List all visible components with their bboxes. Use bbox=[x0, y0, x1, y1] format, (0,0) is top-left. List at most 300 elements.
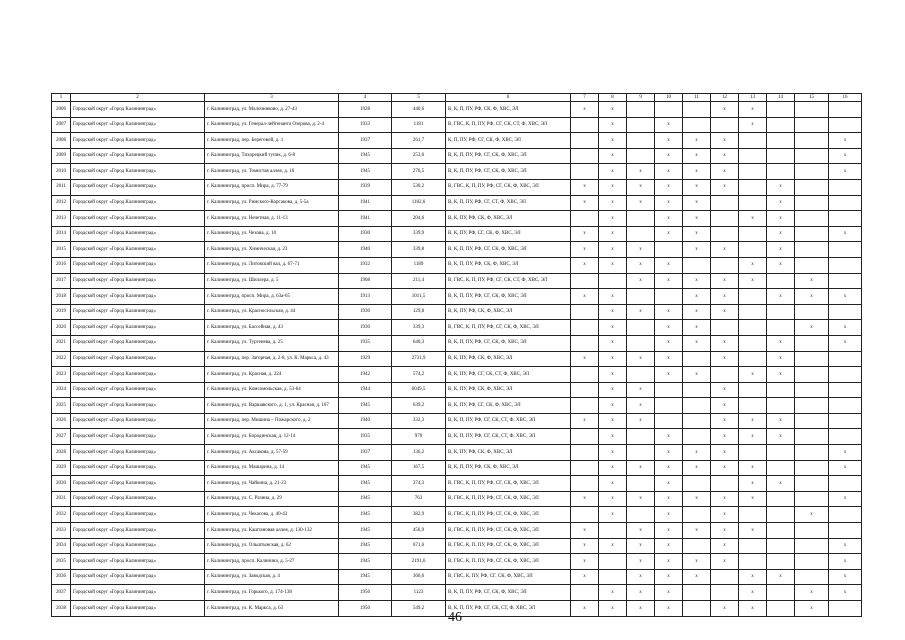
table-cell: В, К, П, ПУ, РФ, СГ, СК, Ф, ХВС, ЭЛ bbox=[446, 335, 571, 351]
table-cell: В, ГВС, К, П, ПУ, РФ, СГ, СК, Ф, ХВС, ЭЛ bbox=[446, 507, 571, 523]
table-cell: х bbox=[711, 601, 739, 617]
table-cell: Городской округ «Город Калининград» bbox=[71, 117, 205, 133]
table-cell: х bbox=[627, 585, 655, 601]
table-cell bbox=[655, 398, 683, 414]
table-cell: Городской округ «Город Калининград» bbox=[71, 554, 205, 570]
table-cell: Городской округ «Город Калининград» bbox=[71, 257, 205, 273]
table-cell: 639,2 bbox=[392, 398, 446, 414]
table-cell bbox=[767, 164, 795, 180]
table-cell: г. Калининград, ул. Чекасова, д. 40-43 bbox=[205, 507, 339, 523]
table-cell bbox=[655, 413, 683, 429]
table-cell bbox=[767, 460, 795, 476]
table-cell bbox=[767, 523, 795, 539]
table-cell bbox=[711, 257, 739, 273]
table-cell: х bbox=[711, 242, 739, 258]
table-cell: В, К, ПУ, РФ, СК, Ф, ХВС, ЭЛ bbox=[446, 445, 571, 461]
table-cell: х bbox=[655, 538, 683, 554]
table-cell: х bbox=[655, 320, 683, 336]
table-cell: х bbox=[655, 569, 683, 585]
table-cell: 204,6 bbox=[392, 211, 446, 227]
table-cell: 2009 bbox=[52, 148, 71, 164]
table-cell bbox=[655, 289, 683, 305]
table-cell: 530,2 bbox=[392, 179, 446, 195]
table-cell: 2013 bbox=[52, 211, 71, 227]
table-cell: г. Калининград, Тихорецкий тупик, д. 6-8 bbox=[205, 148, 339, 164]
table-cell: 2011 bbox=[52, 179, 71, 195]
table-cell bbox=[655, 242, 683, 258]
table-cell: г. Калининград, ул. Литовский вал, д. 67-71 bbox=[205, 257, 339, 273]
table-cell: Городской округ «Город Калининград» bbox=[71, 601, 205, 617]
table-cell bbox=[739, 133, 767, 149]
header-cell: 4 bbox=[339, 94, 392, 102]
table-cell: х bbox=[655, 491, 683, 507]
table-cell bbox=[739, 335, 767, 351]
table-cell: г. Калининград, ул. К. Маркса, д. 63 bbox=[205, 601, 339, 617]
table-cell: х bbox=[571, 226, 599, 242]
table-cell: г. Калининград, ул. Горького, д. 174-138 bbox=[205, 585, 339, 601]
table-cell: 2025 bbox=[52, 398, 71, 414]
table-cell: х bbox=[829, 445, 862, 461]
table-cell: х bbox=[599, 226, 627, 242]
table-row bbox=[52, 382, 862, 398]
table-cell bbox=[711, 226, 739, 242]
table-cell: х bbox=[627, 569, 655, 585]
table-cell bbox=[627, 507, 655, 523]
table-cell: 671,6 bbox=[392, 538, 446, 554]
table-cell: х bbox=[655, 164, 683, 180]
table-cell: х bbox=[767, 257, 795, 273]
table-cell: х bbox=[711, 335, 739, 351]
table-cell: 1956 bbox=[339, 585, 392, 601]
table-cell: х bbox=[711, 273, 739, 289]
table-cell: 1937 bbox=[339, 445, 392, 461]
table-cell: 129,8 bbox=[392, 304, 446, 320]
table-cell: х bbox=[655, 507, 683, 523]
table-cell bbox=[711, 367, 739, 383]
table-cell: г. Калининград, ул. Ольштынская, д. 62 bbox=[205, 538, 339, 554]
table-cell bbox=[795, 226, 829, 242]
table-cell: х bbox=[711, 491, 739, 507]
table-cell: 382,9 bbox=[392, 507, 446, 523]
table-cell bbox=[739, 382, 767, 398]
table-cell bbox=[829, 102, 862, 118]
table-cell: х bbox=[599, 257, 627, 273]
table-cell: х bbox=[571, 351, 599, 367]
table-cell: 2024 bbox=[52, 382, 71, 398]
header-cell: 12 bbox=[711, 94, 739, 102]
table-cell: х bbox=[599, 538, 627, 554]
header-cell: 3 bbox=[205, 94, 339, 102]
table-cell: г. Калининград, ул. Малочниково, д. 27-43 bbox=[205, 102, 339, 118]
table-cell: 1941 bbox=[339, 211, 392, 227]
table-cell: х bbox=[571, 601, 599, 617]
table-cell: Городской округ «Город Калининград» bbox=[71, 460, 205, 476]
table-cell: 2027 bbox=[52, 429, 71, 445]
table-cell bbox=[683, 257, 711, 273]
table-cell bbox=[683, 476, 711, 492]
table-cell bbox=[795, 476, 829, 492]
table-row bbox=[52, 257, 862, 273]
table-cell: х bbox=[829, 538, 862, 554]
table-cell: х bbox=[711, 398, 739, 414]
table-cell bbox=[571, 445, 599, 461]
table-cell: х bbox=[571, 554, 599, 570]
table-cell bbox=[829, 601, 862, 617]
table-cell: г. Калининград, ул. Генерал-лейтенанта Озерова, д. 2-4 bbox=[205, 117, 339, 133]
table-cell: г. Калининград, ул. Аксакова, д. 57-59 bbox=[205, 445, 339, 461]
table-cell: 2008 bbox=[52, 133, 71, 149]
table-row bbox=[52, 585, 862, 601]
table-cell bbox=[767, 585, 795, 601]
table-cell: 1913 bbox=[339, 289, 392, 305]
table-cell bbox=[683, 382, 711, 398]
table-cell: х bbox=[767, 289, 795, 305]
table-cell: х bbox=[571, 257, 599, 273]
table-cell bbox=[795, 538, 829, 554]
table-cell: 2006 bbox=[52, 102, 71, 118]
table-cell: В, ГВС, К, П, ПУ, РФ, СГ, СК, Ф, ХВС, ЭЛ bbox=[446, 538, 571, 554]
table-cell bbox=[829, 257, 862, 273]
table-cell: Городской округ «Город Калининград» bbox=[71, 413, 205, 429]
table-cell: Городской округ «Город Калининград» bbox=[71, 507, 205, 523]
table-cell bbox=[571, 585, 599, 601]
table-cell bbox=[599, 523, 627, 539]
table-row bbox=[52, 429, 862, 445]
table-cell bbox=[711, 211, 739, 227]
table-cell bbox=[571, 367, 599, 383]
table-cell: 2018 bbox=[52, 289, 71, 305]
table-cell: х bbox=[683, 133, 711, 149]
table-row bbox=[52, 179, 862, 195]
table-cell: х bbox=[599, 320, 627, 336]
table-cell: х bbox=[683, 554, 711, 570]
table-cell: х bbox=[655, 179, 683, 195]
table-cell bbox=[627, 133, 655, 149]
table-cell bbox=[627, 102, 655, 118]
table-cell: 360,6 bbox=[392, 569, 446, 585]
table-cell bbox=[829, 304, 862, 320]
table-cell bbox=[627, 226, 655, 242]
table-cell: х bbox=[739, 429, 767, 445]
table-row bbox=[52, 289, 862, 305]
table-cell: Городской округ «Город Калининград» bbox=[71, 538, 205, 554]
table-cell bbox=[683, 429, 711, 445]
table-cell: 2023 bbox=[52, 367, 71, 383]
table-cell bbox=[739, 242, 767, 258]
table-cell bbox=[571, 476, 599, 492]
table-cell: г. Калининград, ул. Комсомольская, д. 53-64 bbox=[205, 382, 339, 398]
table-cell bbox=[655, 102, 683, 118]
table-cell: В, К, ПУ, РФ, СГ, СК, СТ, Ф, ХВС, ЭЛ bbox=[446, 367, 571, 383]
table-cell: 2017 bbox=[52, 273, 71, 289]
table-cell bbox=[571, 164, 599, 180]
table-cell: Городской округ «Город Калининград» bbox=[71, 367, 205, 383]
table-cell: 1945 bbox=[339, 507, 392, 523]
table-cell bbox=[627, 148, 655, 164]
table-cell bbox=[627, 335, 655, 351]
table-cell bbox=[829, 523, 862, 539]
table-row bbox=[52, 195, 862, 211]
table-cell bbox=[829, 507, 862, 523]
table-cell: В, ГВС, К, П, ПУ, РФ, СГ, СК, Ф, ХВС, ЭЛ bbox=[446, 476, 571, 492]
table-cell bbox=[795, 179, 829, 195]
table-cell bbox=[627, 117, 655, 133]
table-cell bbox=[571, 211, 599, 227]
table-cell: Городской округ «Город Калининград» bbox=[71, 273, 205, 289]
table-cell bbox=[627, 289, 655, 305]
table-cell: х bbox=[627, 601, 655, 617]
table-cell: х bbox=[739, 273, 767, 289]
table-cell bbox=[683, 585, 711, 601]
table-cell: г. Калининград, ул. Машарина, д. 14 bbox=[205, 460, 339, 476]
table-cell: 1944 bbox=[339, 382, 392, 398]
table-cell: г. Калининград, пер. Загорная, д. 2-8, ул. К. Маркса, д. 43 bbox=[205, 351, 339, 367]
table-cell bbox=[829, 211, 862, 227]
table-cell: х bbox=[627, 491, 655, 507]
table-cell: х bbox=[599, 601, 627, 617]
table-cell: г. Калининград, ул. С. Разина, д. 29 bbox=[205, 491, 339, 507]
table-cell: х bbox=[711, 413, 739, 429]
table-cell: х bbox=[627, 179, 655, 195]
table-cell: х bbox=[655, 148, 683, 164]
table-cell bbox=[795, 367, 829, 383]
table-cell: х bbox=[599, 445, 627, 461]
table-cell: В, ГВС, К, П, ПУ, РФ, СГ, СК, Ф, ХВС, ЭЛ bbox=[446, 523, 571, 539]
table-cell: 2016 bbox=[52, 257, 71, 273]
table-cell: 1945 bbox=[339, 538, 392, 554]
table-cell: 640,3 bbox=[392, 335, 446, 351]
table-cell: х bbox=[627, 523, 655, 539]
table-cell: х bbox=[739, 460, 767, 476]
table-cell: 1945 bbox=[339, 523, 392, 539]
table-cell: х bbox=[739, 211, 767, 227]
table-cell: х bbox=[711, 102, 739, 118]
table-cell: х bbox=[739, 585, 767, 601]
table-cell: г. Калининград, ул. Бородинская, д. 12-14 bbox=[205, 429, 339, 445]
table-cell: х bbox=[739, 367, 767, 383]
table-cell: 1940 bbox=[339, 413, 392, 429]
table-cell: х bbox=[683, 367, 711, 383]
table-cell: х bbox=[683, 211, 711, 227]
table-cell: В, К, П, ПУ, РФ, СК, Ф, ХВС, ЭЛ bbox=[446, 460, 571, 476]
table-cell: х bbox=[599, 460, 627, 476]
table-cell bbox=[795, 569, 829, 585]
table-cell: 1930 bbox=[339, 320, 392, 336]
table-cell: х bbox=[599, 429, 627, 445]
table-cell bbox=[739, 289, 767, 305]
table-cell bbox=[795, 351, 829, 367]
table-cell: х bbox=[599, 398, 627, 414]
table-cell: х bbox=[599, 382, 627, 398]
table-cell: х bbox=[829, 585, 862, 601]
table-cell: х bbox=[767, 413, 795, 429]
table-cell bbox=[711, 320, 739, 336]
table-cell: 2028 bbox=[52, 445, 71, 461]
table-cell: 6049,5 bbox=[392, 382, 446, 398]
table-cell: х bbox=[683, 445, 711, 461]
table-cell bbox=[795, 335, 829, 351]
table-cell bbox=[571, 133, 599, 149]
table-cell: х bbox=[571, 289, 599, 305]
table-cell: В, К, П, ПУ, РФ, СГ, СК, Ф, ХВС, ЭЛ bbox=[446, 585, 571, 601]
table-cell bbox=[599, 569, 627, 585]
table-cell bbox=[627, 445, 655, 461]
table-cell bbox=[599, 273, 627, 289]
table-row bbox=[52, 335, 862, 351]
table-cell: В, К, П, ПУ, РФ, СГ, СК, СТ, Ф, ХВС, ЭЛ bbox=[446, 413, 571, 429]
table-cell: г. Калининград, ул. Красносельская, д. 44 bbox=[205, 304, 339, 320]
table-cell: х bbox=[655, 304, 683, 320]
table-cell: х bbox=[655, 445, 683, 461]
page-number: 46 bbox=[448, 610, 462, 625]
table-row bbox=[52, 413, 862, 429]
table-row bbox=[52, 569, 862, 585]
table-cell bbox=[767, 320, 795, 336]
table-cell: 2026 bbox=[52, 413, 71, 429]
table-cell: х bbox=[627, 164, 655, 180]
table-cell: 2731,9 bbox=[392, 351, 446, 367]
header-cell: 1 bbox=[52, 94, 71, 102]
table-cell: 1945 bbox=[339, 164, 392, 180]
table-cell bbox=[829, 476, 862, 492]
table-cell bbox=[767, 601, 795, 617]
table-cell: х bbox=[711, 507, 739, 523]
table-cell: х bbox=[829, 554, 862, 570]
table-cell: 1937 bbox=[339, 133, 392, 149]
table-cell: г. Калининград, просп. Калинина, д. 5-27 bbox=[205, 554, 339, 570]
table-cell: Городской округ «Город Калининград» bbox=[71, 133, 205, 149]
table-cell: Городской округ «Город Калининград» bbox=[71, 445, 205, 461]
table-cell: х bbox=[683, 523, 711, 539]
table-cell: х bbox=[795, 507, 829, 523]
table-cell: 1908 bbox=[339, 273, 392, 289]
table-cell: х bbox=[683, 304, 711, 320]
table-cell: 2038 bbox=[52, 601, 71, 617]
table-cell: х bbox=[711, 179, 739, 195]
table-cell: х bbox=[795, 601, 829, 617]
table-cell: х bbox=[571, 179, 599, 195]
table-cell: г. Калининград, ул. Бассейная, д. 43 bbox=[205, 320, 339, 336]
header-cell: 16 bbox=[829, 94, 862, 102]
table-cell: 1011,5 bbox=[392, 289, 446, 305]
table-cell: х bbox=[571, 102, 599, 118]
table-cell: г. Калининград, ул. Варшавского, д. 1, ул. Красная, д. 107 bbox=[205, 398, 339, 414]
table-row bbox=[52, 460, 862, 476]
table-cell bbox=[571, 148, 599, 164]
table-cell bbox=[829, 382, 862, 398]
table-cell: х bbox=[829, 164, 862, 180]
table-cell: 2036 bbox=[52, 569, 71, 585]
table-cell bbox=[683, 102, 711, 118]
table-cell: Городской округ «Город Калининград» bbox=[71, 242, 205, 258]
table-cell bbox=[829, 429, 862, 445]
table-cell bbox=[795, 102, 829, 118]
table-cell bbox=[627, 367, 655, 383]
header-cell: 9 bbox=[627, 94, 655, 102]
table-cell: 253,6 bbox=[392, 148, 446, 164]
table-cell: х bbox=[627, 273, 655, 289]
table-cell: х bbox=[711, 382, 739, 398]
table-cell: х bbox=[627, 554, 655, 570]
table-cell: 1945 bbox=[339, 491, 392, 507]
table-cell bbox=[767, 554, 795, 570]
table-cell: х bbox=[767, 195, 795, 211]
table-cell bbox=[739, 179, 767, 195]
table-cell: 2019 bbox=[52, 304, 71, 320]
table-cell: 2035 bbox=[52, 554, 71, 570]
table-cell: В, К, П, ПУ, РФ, СК, Ф, ХВС, ЭЛ bbox=[446, 102, 571, 118]
table-cell: х bbox=[711, 460, 739, 476]
table-cell: В, К, ПУ, РФ, СК, Ф, ХВС, ЭЛ bbox=[446, 211, 571, 227]
table-cell: х bbox=[683, 320, 711, 336]
table-cell: Городской округ «Город Калининград» bbox=[71, 351, 205, 367]
table-cell bbox=[571, 460, 599, 476]
table-cell: х bbox=[683, 148, 711, 164]
table-cell: х bbox=[683, 491, 711, 507]
table-cell: В, ГВС, К, П, ПУ, РФ, СГ, СК, Ф, ХВС, ЭЛ bbox=[446, 320, 571, 336]
table-cell bbox=[829, 242, 862, 258]
table-cell: Городской округ «Город Калининград» bbox=[71, 569, 205, 585]
table-cell: 2007 bbox=[52, 117, 71, 133]
table-cell bbox=[683, 398, 711, 414]
table-cell: г. Калининград, ул. Чайкина, д. 21-23 bbox=[205, 476, 339, 492]
table-cell bbox=[711, 585, 739, 601]
table-cell: г. Калининград, ул. Чехова, д. 10 bbox=[205, 226, 339, 242]
table-row bbox=[52, 117, 862, 133]
table-row bbox=[52, 242, 862, 258]
table-cell bbox=[571, 507, 599, 523]
table-cell: г. Калининград, просп. Мира, д. 77-79 bbox=[205, 179, 339, 195]
table-cell: 763 bbox=[392, 491, 446, 507]
table-cell: 2014 bbox=[52, 226, 71, 242]
table-cell: 1940 bbox=[339, 242, 392, 258]
table-cell bbox=[571, 273, 599, 289]
table-row bbox=[52, 476, 862, 492]
table-cell bbox=[795, 195, 829, 211]
table-cell: В, ГВС, К, П, ПУ, РФ, СГ, СК, СТ, Ф, ХВС, ЭЛ bbox=[446, 273, 571, 289]
table-cell bbox=[683, 507, 711, 523]
register-table-body bbox=[52, 94, 862, 617]
table-cell: х bbox=[599, 179, 627, 195]
table-cell bbox=[739, 226, 767, 242]
table-cell: х bbox=[829, 289, 862, 305]
table-cell: 1928 bbox=[339, 102, 392, 118]
table-cell: х bbox=[683, 164, 711, 180]
table-cell: х bbox=[795, 273, 829, 289]
table-cell: 970 bbox=[392, 429, 446, 445]
table-row bbox=[52, 445, 862, 461]
header-cell: 11 bbox=[683, 94, 711, 102]
table-cell: х bbox=[599, 476, 627, 492]
table-cell: х bbox=[711, 445, 739, 461]
table-cell: х bbox=[767, 211, 795, 227]
table-cell: х bbox=[655, 133, 683, 149]
table-cell: г. Калининград, ул. Красная, д. 224 bbox=[205, 367, 339, 383]
table-cell: 1932 bbox=[339, 257, 392, 273]
table-cell bbox=[739, 304, 767, 320]
table-row bbox=[52, 351, 862, 367]
table-cell: х bbox=[655, 523, 683, 539]
table-cell bbox=[571, 117, 599, 133]
table-cell: 1950 bbox=[339, 601, 392, 617]
table-cell bbox=[739, 148, 767, 164]
table-cell bbox=[767, 507, 795, 523]
table-cell: В, К, П, ПУ, РФ, СГ, СК, СТ, Ф, ХВС, ЭЛ bbox=[446, 601, 571, 617]
table-cell bbox=[795, 211, 829, 227]
table-cell: х bbox=[683, 179, 711, 195]
table-cell bbox=[795, 304, 829, 320]
table-cell: г. Калининград, пер. Мишина – Пожарского, д. 2 bbox=[205, 413, 339, 429]
